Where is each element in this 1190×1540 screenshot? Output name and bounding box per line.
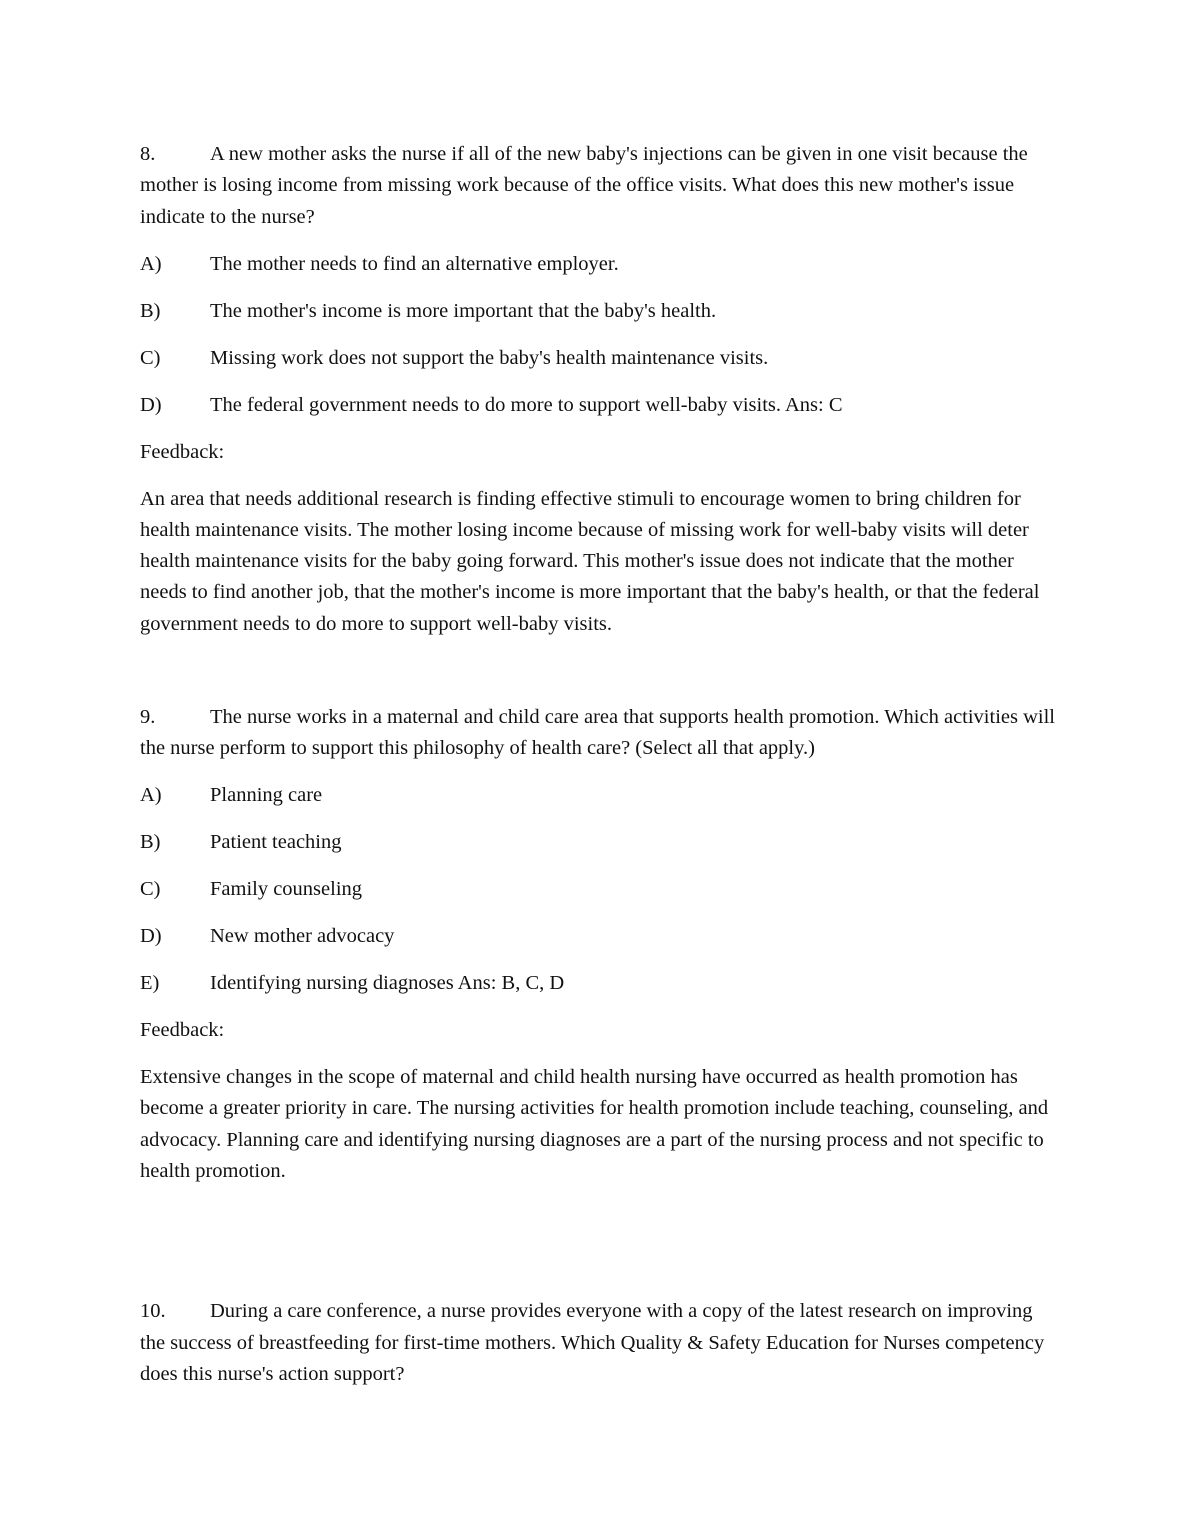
option-text: Identifying nursing diagnoses Ans: B, C, D — [210, 972, 565, 995]
option-text: Family counseling — [210, 878, 363, 901]
feedback-text: An area that needs additional research is finding effective stimuli to encourage women to bring children for health maintenance visits. The mother losing income because of missing work for well-baby visits will deter health maintenance visits for the baby going forward. This mother's issue does not indicate that the mother needs to find another job, that the mother's income is more important that the baby's health, or that the federal government needs to do more to support well-baby visits. — [140, 487, 1040, 635]
answer-option-a — [140, 249, 1060, 280]
answer-option-d — [140, 921, 1060, 952]
option-letter: C) — [140, 878, 161, 901]
answer-option-c — [140, 343, 1060, 374]
question-stem — [140, 702, 1060, 765]
answer-option-b — [140, 296, 1060, 327]
option-text: The mother needs to find an alternative employer. — [210, 252, 619, 275]
option-text: The mother's income is more important that the baby's health. — [210, 299, 717, 322]
question-text: A new mother asks the nurse if all of the new baby's injections can be given in one visit because the mother is losing income from missing work because of the office visits. What does this new mother's issue indicate to the nurse? — [140, 143, 1028, 228]
option-text: The federal government needs to do more to support well-baby visits. Ans: C — [210, 393, 843, 416]
option-letter: B) — [140, 299, 161, 322]
option-letter: C) — [140, 346, 161, 369]
feedback-label: Feedback: — [140, 440, 225, 463]
option-letter: D) — [140, 925, 162, 948]
option-text: Planning care — [210, 784, 323, 807]
question-8 — [140, 139, 1060, 640]
option-text: Patient teaching — [210, 831, 342, 854]
option-letter: D) — [140, 393, 162, 416]
question-number: 10. — [140, 1300, 166, 1323]
option-letter: B) — [140, 831, 161, 854]
option-text: Missing work does not support the baby's health maintenance visits. — [210, 346, 769, 369]
question-text: The nurse works in a maternal and child care area that supports health promotion. Which activities will the nurse perform to support this philosophy of health care? (Select all that apply.) — [140, 705, 1055, 760]
question-9 — [140, 702, 1060, 1187]
page-content — [140, 139, 1060, 1390]
question-text: During a care conference, a nurse provides everyone with a copy of the latest research on improving the success of breastfeeding for first-time mothers. Which Quality & Safety Education for Nurses competency does this nurse's action support? — [140, 1300, 1045, 1385]
answer-option-e — [140, 968, 1060, 999]
option-text: New mother advocacy — [210, 925, 395, 948]
option-letter: E) — [140, 972, 160, 995]
question-number: 9. — [140, 705, 156, 728]
feedback-label: Feedback: — [140, 1019, 225, 1042]
answer-option-c — [140, 874, 1060, 905]
option-letter: A) — [140, 784, 162, 807]
question-number: 8. — [140, 143, 156, 165]
question-stem — [140, 1296, 1060, 1390]
answer-option-a — [140, 780, 1060, 811]
option-letter: A) — [140, 252, 162, 275]
question-10 — [140, 1296, 1060, 1390]
answer-option-d — [140, 390, 1060, 421]
feedback-text: Extensive changes in the scope of maternal and child health nursing have occurred as health promotion has become a greater priority in care. The nursing activities for health promotion include teaching, counseling, and advocacy. Planning care and identifying nursing diagnoses are a part of the nursing process and not specific to health promotion. — [140, 1066, 1049, 1183]
question-stem — [140, 139, 1060, 233]
answer-option-b — [140, 827, 1060, 858]
